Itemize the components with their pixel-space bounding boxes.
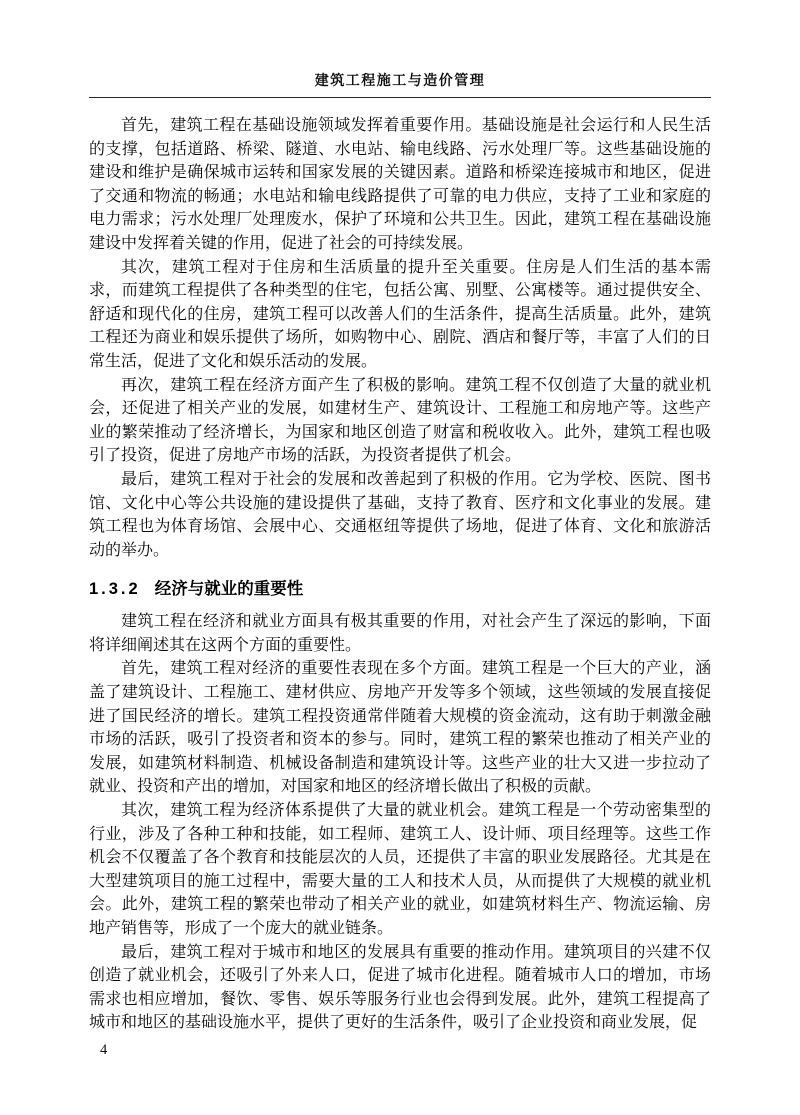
running-head: 建筑工程施工与造价管理 xyxy=(314,74,486,89)
body-paragraph: 再次，建筑工程在经济方面产生了积极的影响。建筑工程不仅创造了大量的就业机会，还促进了相关产业的发展，如建材生产、建筑设计、工程施工和房地产等。这些产业的繁荣推动了经济增长，为国家和地区创造了财富和税收收入。此外，建筑工程也吸引了投资，促进了房地产市场的活跃，为投资者提供了机会。 xyxy=(89,376,711,465)
body-paragraph: 其次，建筑工程为经济体系提供了大量的就业机会。建筑工程是一个劳动密集型的行业，涉及了各种工种和技能，如工程师、建筑工人、设计师、项目经理等。这些工作机会不仅覆盖了各个教育和技能层次的人员，还提供了丰富的职业发展路径。尤其是在大型建筑项目的施工过程中，需要大量的工人和技术人员，从而提供了大规模的就业机会。此外，建筑工程的繁荣也带动了相关产业的就业，如建筑材料生产、物流运输、房地产销售等，形成了一个庞大的就业链条。 xyxy=(89,802,711,937)
body-paragraph: 最后，建筑工程对于城市和地区的发展具有重要的推动作用。建筑项目的兴建不仅创造了就业机会，还吸引了外来人口，促进了城市化进程。随着城市人口的增加，市场需求也相应增加，餐饮、零售、娱乐等服务行业也会得到发展。此外，建筑工程提高了城市和地区的基础设施水平，提供了更好的生活条件，吸引了企业投资和商业发展，促 xyxy=(89,943,711,1032)
body-paragraph: 最后，建筑工程对于社会的发展和改善起到了积极的作用。它为学校、医院、图书馆、文化中心等公共设施的建设提供了基础，支持了教育、医疗和文化事业的发展。建筑工程也为体育场馆、会展中心、交通枢纽等提供了场地，促进了体育、文化和旅游活动的举办。 xyxy=(89,470,711,559)
body-paragraph: 建筑工程在经济和就业方面具有极其重要的作用，对社会产生了深远的影响，下面将详细阐述其在这两个方面的重要性。 xyxy=(89,613,711,654)
body-paragraph: 其次，建筑工程对于住房和生活质量的提升至关重要。住房是人们生活的基本需求，而建筑工程提供了各种类型的住宅，包括公寓、别墅、公寓楼等。通过提供安全、舒适和现代化的住房，建筑工程可以改善人们的生活条件，提高生活质量。此外，建筑工程还为商业和娱乐提供了场所，如购物中心、剧院、酒店和餐厅等，丰富了人们的日常生活，促进了文化和娱乐活动的发展。 xyxy=(89,258,711,370)
section-title: 经济与就业的重要性 xyxy=(154,580,304,599)
page-number: 4 xyxy=(100,1042,108,1058)
body-content xyxy=(89,98,711,1035)
body-paragraph: 首先，建筑工程在基础设施领域发挥着重要作用。基础设施是社会运行和人民生活的支撑，包括道路、桥梁、隧道、水电站、输电线路、污水处理厂等。这些基础设施的建设和维护是确保城市运转和国家发展的关键因素。道路和桥梁连接城市和地区，促进了交通和物流的畅通；水电站和输电线路提供了可靠的电力供应，支持了工业和家庭的电力需求；污水处理厂处理废水，保护了环境和公共卫生。因此，建筑工程在基础设施建设中发挥着关键的作用，促进了社会的可持续发展。 xyxy=(89,117,711,252)
page-header xyxy=(89,0,711,98)
body-paragraph: 首先，建筑工程对经济的重要性表现在多个方面。建筑工程是一个巨大的产业，涵盖了建筑设计、工程施工、建材供应、房地产开发等多个领域，这些领域的发展直接促进了国民经济的增长。建筑工程投资通常伴随着大规模的资金流动，这有助于刺激金融市场的活跃，吸引了投资者和资本的参与。同时，建筑工程的繁荣也推动了相关产业的发展，如建筑材料制造、机械设备制造和建筑设计等。这些产业的壮大又进一步拉动了就业、投资和产出的增加，对国家和地区的经济增长做出了积极的贡献。 xyxy=(89,660,711,796)
section-heading xyxy=(89,575,711,599)
section-number: 1.3.2 xyxy=(89,580,141,599)
page-footer xyxy=(100,1041,107,1059)
